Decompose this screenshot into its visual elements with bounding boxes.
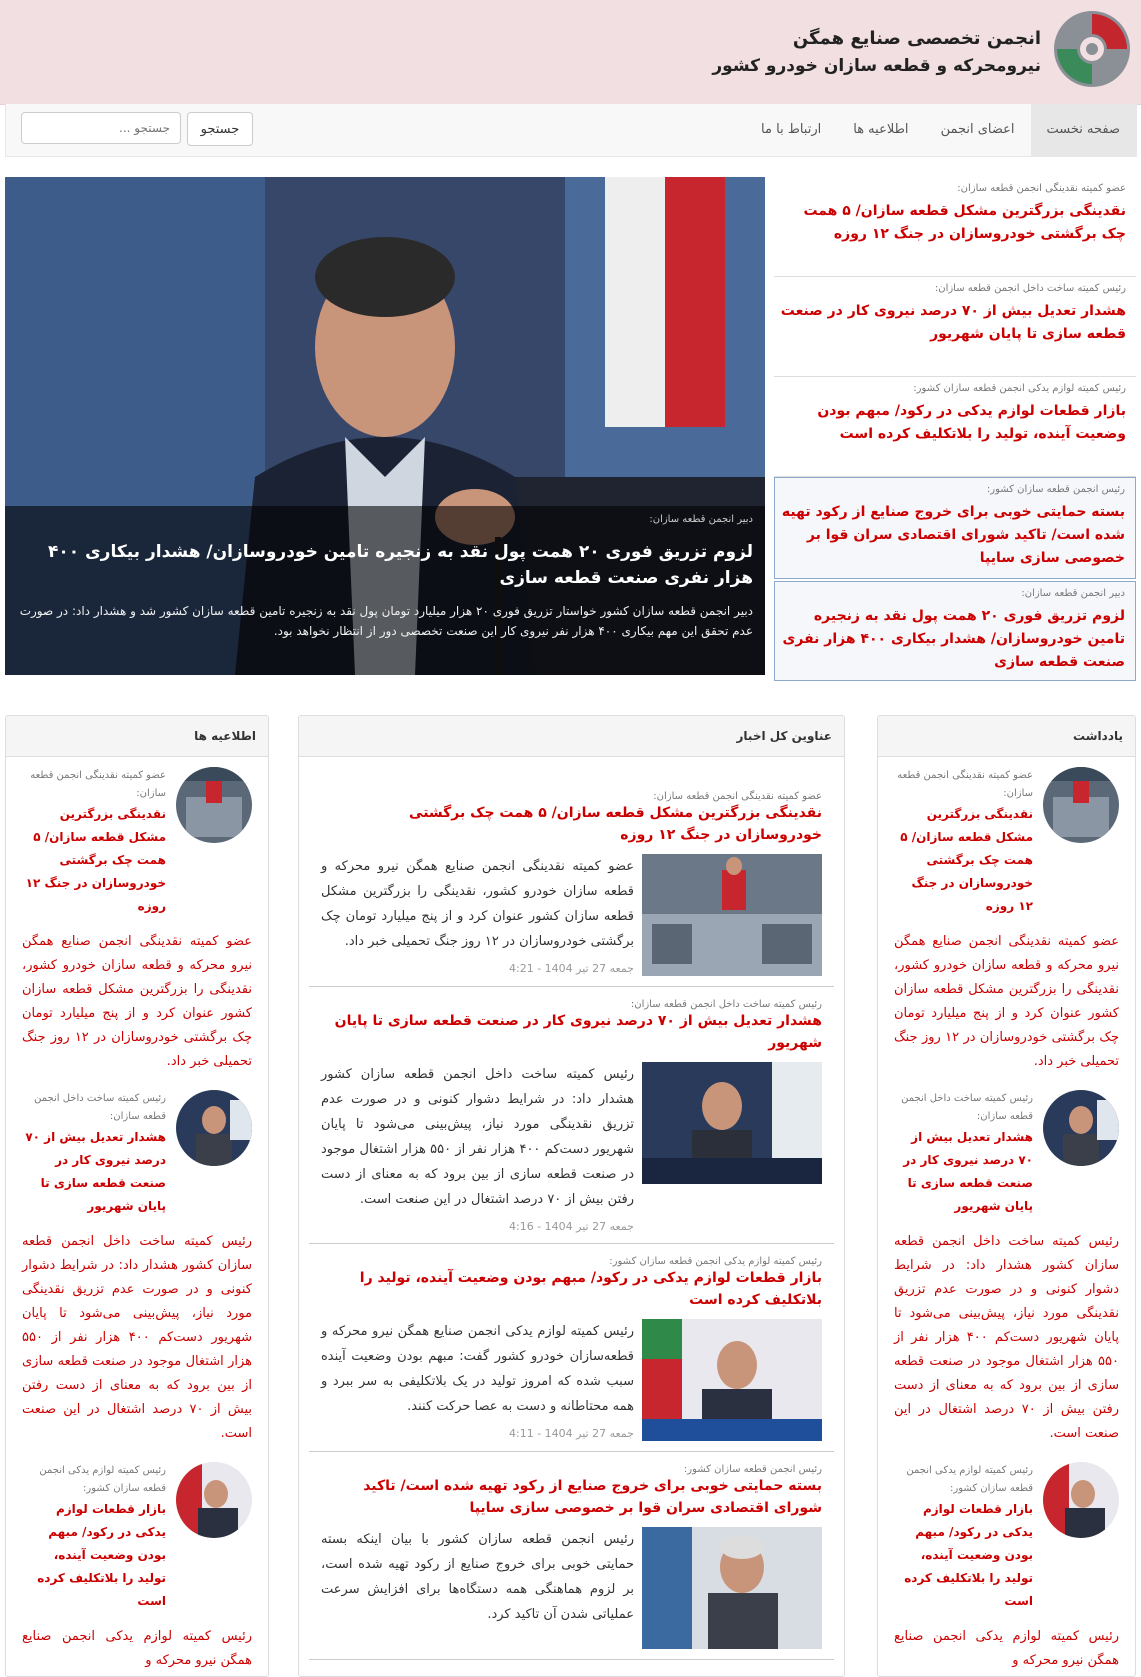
headline-kicker: رئیس انجمن قطعه سازان کشور: bbox=[986, 484, 1125, 495]
news-thumbnail[interactable] bbox=[642, 1062, 822, 1184]
note-kicker: عضو کمیته نقدینگی انجمن قطعه سازان: bbox=[897, 770, 1033, 799]
search-button[interactable]: جستجو bbox=[187, 112, 253, 146]
hero-title[interactable]: لزوم تزریق فوری ۲۰ همت پول نقد به زنجیره تامین خودروسازان/ هشدار بیکاری ۴۰۰ هزار نفری صنعت قطعه سازی bbox=[48, 542, 753, 588]
note-item[interactable] bbox=[878, 1080, 1135, 1452]
announcement-kicker: رئیس کمیته لوازم یدکی انجمن قطعه سازان کشور: bbox=[39, 1465, 166, 1494]
note-title[interactable]: نقدینگی بزرگترین مشکل قطعه سازان/ ۵ همت چک برگشتی خودروسازان در جنگ ۱۲ روزه bbox=[900, 807, 1033, 913]
news-title[interactable]: نقدینگی بزرگترین مشکل قطعه سازان/ ۵ همت چک برگشتی خودروسازان در جنگ ۱۲ روزه bbox=[409, 805, 822, 843]
news-item[interactable] bbox=[309, 1244, 834, 1452]
news-thumbnail[interactable] bbox=[642, 854, 822, 976]
headline-title[interactable]: هشدار تعدیل بیش از ۷۰ درصد نیروی کار در صنعت قطعه سازی تا پایان شهریور bbox=[780, 303, 1126, 342]
note-lead: رئیس کمیته ساخت داخل انجمن قطعه سازان کشور هشدار داد: در شرایط دشوار کنونی و در صورت عدم تزریق نقدینگی مورد نیاز، پیش‌بینی می‌شود تا پایان شهریور دست‌کم ۴۰۰ هزار نفر از ۵۵۰ هزار اشتغال موجود در صنعت قطعه سازی از بین برود که به معنای از دست رفتن بیش از ۷۰ درصد اشتغال در این صنعت است. bbox=[894, 1234, 1119, 1441]
note-kicker: رئیس کمیته لوازم یدکی انجمن قطعه سازان کشور: bbox=[906, 1465, 1033, 1494]
news-kicker: رئیس کمیته ساخت داخل انجمن قطعه سازان: bbox=[630, 999, 822, 1010]
headline-kicker: دبیر انجمن قطعه سازان: bbox=[1021, 588, 1125, 599]
note-item[interactable] bbox=[878, 757, 1135, 1080]
announcement-item[interactable] bbox=[6, 1452, 268, 1677]
headline-item[interactable] bbox=[774, 477, 1136, 579]
hero-kicker: دبیر انجمن قطعه سازان: bbox=[649, 514, 753, 525]
headline-kicker: رئیس کمیته لوازم یدکی انجمن قطعه سازان کشور: bbox=[913, 383, 1126, 394]
notes-panel bbox=[877, 715, 1136, 1677]
announcement-item[interactable] bbox=[6, 757, 268, 1080]
site-header bbox=[0, 0, 1141, 105]
note-thumbnail[interactable] bbox=[1043, 1090, 1119, 1166]
news-item[interactable] bbox=[309, 1452, 834, 1660]
announcements-panel bbox=[5, 715, 269, 1677]
note-thumbnail[interactable] bbox=[1043, 767, 1119, 843]
news-item[interactable] bbox=[309, 987, 834, 1244]
news-title[interactable]: هشدار تعدیل بیش از ۷۰ درصد نیروی کار در صنعت قطعه سازی تا پایان شهریور bbox=[334, 1013, 822, 1051]
news-lead: عضو کمیته نقدینگی انجمن صنایع همگن نیرو محرکه و قطعه سازان خودرو کشور، نقدینگی را بزرگترین مشکل قطعه سازان کشور عنوان کرد و از پنج میلیارد تومان چک برگشتی خودروسازان در ۱۲ روز جنگ تحمیلی خبر داد. bbox=[321, 859, 634, 949]
news-date: جمعه 27 تیر 1404 - 4:16 bbox=[509, 1220, 634, 1233]
nav-menu bbox=[745, 104, 1136, 156]
notes-panel-title: یادداشت bbox=[878, 716, 1135, 757]
headline-kicker: رئیس کمیته ساخت داخل انجمن قطعه سازان: bbox=[934, 283, 1126, 294]
news-panel-title: عناوین کل اخبار bbox=[299, 716, 844, 757]
note-title[interactable]: بازار قطعات لوازم یدکی در رکود/ مبهم بودن وضعیت آینده، تولید را بلاتکلیف کرده است bbox=[904, 1502, 1033, 1608]
news-title[interactable]: بسته حمایتی خوبی برای خروج صنایع از رکود تهیه شده است/ تاکید شورای اقتصادی سران قوا بر خصوصی سازی سایپا bbox=[363, 1478, 822, 1516]
note-lead: رئیس کمیته لوازم یدکی انجمن صنایع همگن نیرو محرکه و bbox=[894, 1629, 1119, 1668]
nav-item-announcements[interactable]: اطلاعیه ها bbox=[853, 122, 909, 137]
logo-icon[interactable] bbox=[1051, 8, 1133, 90]
announcement-lead: رئیس کمیته ساخت داخل انجمن قطعه سازان کشور هشدار داد: در شرایط دشوار کنونی و در صورت عدم تزریق نقدینگی مورد نیاز، پیش‌بینی می‌شود تا پایان شهریور دست‌کم ۴۰۰ هزار نفر از ۵۵۰ هزار اشتغال موجود در صنعت قطعه سازی از بین برود که به معنای از دست رفتن بیش از ۷۰ درصد اشتغال در این صنعت است. bbox=[22, 1234, 252, 1441]
news-item[interactable] bbox=[309, 779, 834, 987]
hero-slide[interactable] bbox=[5, 177, 765, 675]
announcement-title[interactable]: بازار قطعات لوازم یدکی در رکود/ مبهم بودن وضعیت آینده، تولید را بلاتکلیف کرده است bbox=[37, 1502, 166, 1608]
nav-item-home[interactable]: صفحه نخست bbox=[1031, 104, 1136, 156]
news-date: جمعه 27 تیر 1404 - 4:11 bbox=[509, 1427, 634, 1440]
news-lead: رئیس کمیته ساخت داخل انجمن قطعه سازان کشور هشدار داد: در شرایط دشوار کنونی و در صورت عدم تزریق نقدینگی مورد نیاز، پیش‌بینی می‌شود تا پایان شهریور دست‌کم ۴۰۰ هزار نفر از ۵۵۰ هزار اشتغال موجود در صنعت قطعه سازی از بین برود که به معنای از دست رفتن بیش از ۷۰ درصد اشتغال در این صنعت است. bbox=[321, 1067, 634, 1207]
headline-title[interactable]: بسته حمایتی خوبی برای خروج صنایع از رکود تهیه شده است/ تاکید شورای اقتصادی سران قوا بر خصوصی سازی سایپا bbox=[781, 504, 1125, 566]
news-kicker: عضو کمیته نقدینگی انجمن قطعه سازان: bbox=[653, 791, 822, 802]
announcement-title[interactable]: هشدار تعدیل بیش از ۷۰ درصد نیروی کار در صنعت قطعه سازی تا پایان شهریور bbox=[25, 1130, 166, 1213]
org-name-line2: نیرومحرکه و قطعه سازان خودرو کشور bbox=[712, 56, 1041, 76]
headline-item[interactable] bbox=[774, 277, 1136, 377]
headline-item[interactable] bbox=[774, 377, 1136, 477]
announcement-kicker: عضو کمیته نقدینگی انجمن قطعه سازان: bbox=[30, 770, 166, 799]
note-title[interactable]: هشدار تعدیل بیش از ۷۰ درصد نیروی کار در صنعت قطعه سازی تا پایان شهریور bbox=[903, 1130, 1033, 1213]
news-date: جمعه 27 تیر 1404 - 4:21 bbox=[509, 962, 634, 975]
search-input[interactable] bbox=[21, 112, 181, 144]
headline-item[interactable] bbox=[774, 177, 1136, 277]
headline-title[interactable]: نقدینگی بزرگترین مشکل قطعه سازان/ ۵ همت چک برگشتی خودروسازان در جنگ ۱۲ روزه bbox=[803, 203, 1126, 242]
announcement-title[interactable]: نقدینگی بزرگترین مشکل قطعه سازان/ ۵ همت چک برگشتی خودروسازان در جنگ ۱۲ روزه bbox=[25, 807, 166, 913]
headline-title[interactable]: بازار قطعات لوازم یدکی در رکود/ مبهم بودن وضعیت آینده، تولید را بلاتکلیف کرده است bbox=[817, 403, 1126, 442]
news-lead: رئیس انجمن قطعه سازان کشور با بیان اینکه بسته حمایتی خوبی برای خروج صنایع از رکود تهیه شده است، بر لزوم هماهنگی همه دستگاه‌ها برای افزایش سرعت عملیاتی شدن آن تاکید کرد. bbox=[321, 1532, 634, 1622]
news-lead: رئیس کمیته لوازم یدکی انجمن صنایع همگن نیرو محرکه و قطعه‌سازان خودرو کشور گفت: مبهم بودن وضعیت آینده سبب شده که امروز تولید در یک بلاتکلیفی به سر ببرد و همه محتاطانه و دست به عصا حرکت کنند. bbox=[321, 1324, 634, 1414]
org-name-line1: انجمن تخصصی صنایع همگن bbox=[792, 28, 1041, 49]
note-thumbnail[interactable] bbox=[1043, 1462, 1119, 1538]
news-thumbnail[interactable] bbox=[642, 1319, 822, 1441]
news-kicker: رئیس کمیته لوازم یدکی انجمن قطعه سازان کشور: bbox=[609, 1256, 822, 1267]
note-kicker: رئیس کمیته ساخت داخل انجمن قطعه سازان: bbox=[901, 1093, 1033, 1122]
news-thumbnail[interactable] bbox=[642, 1527, 822, 1649]
announcements-panel-title: اطلاعیه ها bbox=[6, 716, 268, 757]
news-kicker: رئیس انجمن قطعه سازان کشور: bbox=[683, 1464, 822, 1475]
announcement-thumbnail[interactable] bbox=[176, 767, 252, 843]
headline-title[interactable]: لزوم تزریق فوری ۲۰ همت پول نقد به زنجیره تامین خودروسازان/ هشدار بیکاری ۴۰۰ هزار نفری صنعت قطعه سازی bbox=[782, 608, 1125, 670]
main-navbar bbox=[5, 104, 1137, 157]
hero-lead: دبیر انجمن قطعه سازان کشور خواستار تزریق فوری ۲۰ هزار میلیارد تومان پول نقد به زنجیره تامین قطعه سازان کشور شد و هشدار داد: در صورت عدم تحقق این مهم بیکاری ۴۰۰ هزار نفر نیروی کار این صنعت تخصصی دور از انتظار نخواهد بود. bbox=[19, 604, 753, 638]
note-item[interactable] bbox=[878, 1452, 1135, 1677]
nav-item-members[interactable]: اعضای انجمن bbox=[940, 122, 1015, 137]
nav-item-contact[interactable]: ارتباط با ما bbox=[761, 122, 822, 137]
announcement-thumbnail[interactable] bbox=[176, 1090, 252, 1166]
announcement-kicker: رئیس کمیته ساخت داخل انجمن قطعه سازان: bbox=[34, 1093, 166, 1122]
announcement-item[interactable] bbox=[6, 1080, 268, 1452]
note-lead: عضو کمیته نقدینگی انجمن صنایع همگن نیرو محرکه و قطعه سازان خودرو کشور، نقدینگی را بزرگترین مشکل قطعه سازان کشور عنوان کرد و از پنج میلیارد تومان چک برگشتی خودروسازان در ۱۲ روز جنگ تحمیلی خبر داد. bbox=[894, 934, 1119, 1069]
announcement-lead: عضو کمیته نقدینگی انجمن صنایع همگن نیرو محرکه و قطعه سازان خودرو کشور، نقدینگی را بزرگترین مشکل قطعه سازان کشور عنوان کرد و از پنج میلیارد تومان چک برگشتی خودروسازان در ۱۲ روز جنگ تحمیلی خبر داد. bbox=[22, 934, 252, 1069]
headline-item[interactable] bbox=[774, 581, 1136, 681]
news-panel bbox=[298, 715, 845, 1677]
headline-list bbox=[774, 177, 1136, 683]
search-form bbox=[21, 112, 253, 146]
announcement-lead: رئیس کمیته لوازم یدکی انجمن صنایع همگن نیرو محرکه و bbox=[22, 1629, 252, 1668]
headline-kicker: عضو کمیته نقدینگی انجمن قطعه سازان: bbox=[957, 183, 1126, 194]
announcement-thumbnail[interactable] bbox=[176, 1462, 252, 1538]
news-title[interactable]: بازار قطعات لوازم یدکی در رکود/ مبهم بودن وضعیت آینده، تولید را بلاتکلیف کرده است bbox=[359, 1270, 822, 1308]
hero-caption bbox=[5, 506, 765, 675]
